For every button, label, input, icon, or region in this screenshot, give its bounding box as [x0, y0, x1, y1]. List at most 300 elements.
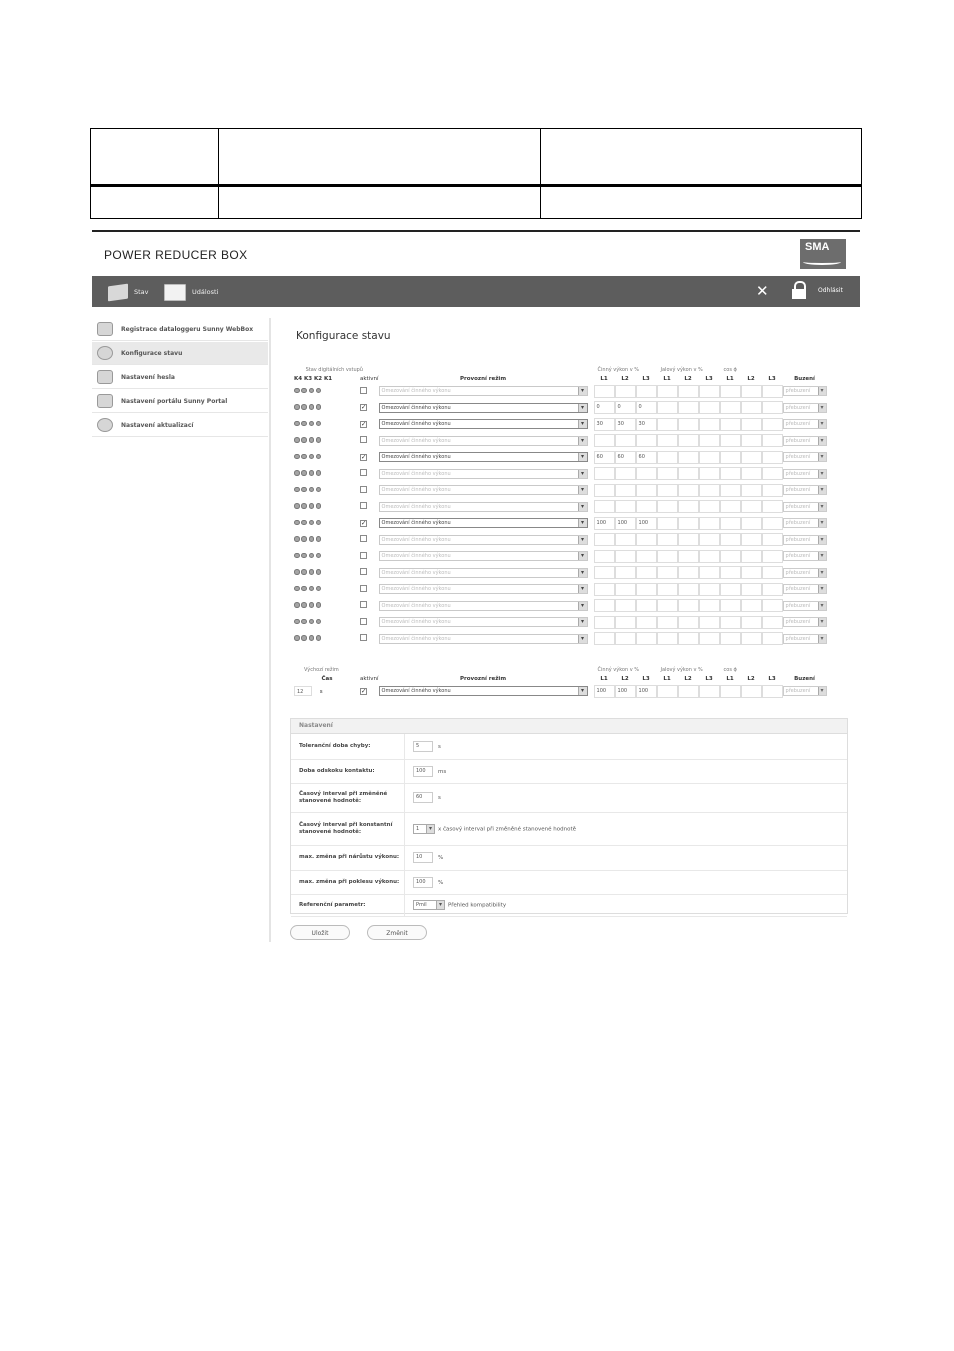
input-state-dots — [290, 449, 360, 466]
config-row — [290, 548, 827, 565]
active-power-l2[interactable]: 100 — [615, 517, 636, 530]
cos-phi-l3[interactable] — [762, 401, 783, 414]
excitation-select[interactable]: přebuzení ▾ — [783, 403, 827, 413]
mode-select[interactable]: Omezování činného výkonu ▾ — [379, 568, 588, 578]
config-row — [290, 383, 827, 400]
group-header: cos ϕ — [723, 667, 737, 673]
reactive-power-l3[interactable] — [699, 451, 720, 464]
input-state-icon — [316, 404, 322, 410]
mode-select[interactable]: Omezování činného výkonu ▾ — [379, 601, 588, 611]
row-active-checkbox[interactable] — [360, 469, 367, 476]
reactive-power-l1[interactable] — [657, 550, 678, 563]
reactive-power-l3[interactable] — [699, 599, 720, 612]
active-power-l2[interactable] — [615, 385, 636, 398]
fallback-active-l3[interactable]: 100 — [636, 685, 657, 698]
active-power-l3[interactable] — [636, 616, 657, 629]
sidebar-item-config[interactable] — [92, 342, 268, 365]
input-state-icon — [309, 454, 315, 460]
cos-phi-l1[interactable] — [720, 418, 741, 431]
input-state-icon — [294, 437, 300, 443]
cos-phi-l3[interactable] — [762, 550, 783, 563]
active-power-l3[interactable] — [636, 566, 657, 579]
mode-select[interactable]: Omezování činného výkonu ▾ — [379, 469, 588, 479]
mode-select[interactable]: Omezování činného výkonu ▾ — [379, 634, 588, 644]
mode-select[interactable]: Omezování činného výkonu ▾ — [379, 386, 588, 396]
reactive-power-l2[interactable] — [678, 533, 699, 546]
cos-phi-l2[interactable] — [741, 451, 762, 464]
reactive-power-l2[interactable] — [678, 616, 699, 629]
active-power-l1[interactable] — [594, 385, 615, 398]
mode-select[interactable]: Omezování činného výkonu ▾ — [379, 452, 588, 462]
cos-phi-l3[interactable] — [762, 434, 783, 447]
active-power-l2[interactable] — [615, 484, 636, 497]
input-state-icon — [309, 437, 315, 443]
col-header: Provozní režim — [459, 675, 507, 682]
active-power-l3[interactable]: 0 — [636, 401, 657, 414]
cos-phi-l2[interactable] — [741, 616, 762, 629]
reactive-power-l3[interactable] — [699, 401, 720, 414]
col-header: L2 — [684, 375, 692, 382]
input-state-icon — [301, 553, 307, 559]
active-power-l3[interactable] — [636, 583, 657, 596]
webbox-icon — [97, 322, 113, 336]
config-row — [290, 400, 827, 417]
cos-phi-l3[interactable] — [762, 484, 783, 497]
constant-interval-select[interactable]: 1 ▾ — [413, 824, 435, 834]
excitation-select[interactable]: přebuzení ▾ — [783, 535, 827, 545]
doc-header-cell — [541, 129, 862, 186]
setting-label: Časový interval při změněné stanovené hodnotě: — [291, 783, 405, 812]
setting-unit: % — [438, 855, 444, 861]
active-power-l1[interactable]: 0 — [594, 401, 615, 414]
input-state-icon — [301, 388, 307, 394]
cos-phi-l1[interactable] — [720, 583, 741, 596]
active-power-l3[interactable] — [636, 385, 657, 398]
row-active-checkbox[interactable] — [360, 585, 367, 592]
active-power-l1[interactable] — [594, 500, 615, 513]
active-power-l2[interactable] — [615, 632, 636, 645]
active-power-l2[interactable] — [615, 583, 636, 596]
fallback-reactive-l1[interactable] — [657, 685, 678, 698]
cos-phi-l2[interactable] — [741, 632, 762, 645]
change-button[interactable]: Změnit — [367, 925, 427, 940]
app-screenshot — [92, 230, 860, 942]
active-power-l3[interactable] — [636, 467, 657, 480]
reactive-power-l2[interactable] — [678, 500, 699, 513]
row-active-checkbox[interactable] — [360, 634, 367, 641]
settings-panel — [290, 718, 848, 914]
config-row — [290, 449, 827, 466]
reactive-power-l3[interactable] — [699, 484, 720, 497]
save-button[interactable]: Uložit — [290, 925, 350, 940]
reactive-power-l1[interactable] — [657, 434, 678, 447]
compatibility-link[interactable]: Přehled kompatibility — [448, 902, 507, 909]
sidebar-item-webbox[interactable] — [92, 318, 268, 341]
reactive-power-l2[interactable] — [678, 599, 699, 612]
nav-item-status[interactable] — [108, 282, 149, 302]
input-state-icon — [316, 619, 322, 625]
row-active-checkbox[interactable] — [360, 502, 367, 509]
cos-phi-l2[interactable] — [741, 566, 762, 579]
cos-phi-l1[interactable] — [720, 616, 741, 629]
cos-phi-l1[interactable] — [720, 632, 741, 645]
col-header: L3 — [705, 375, 713, 382]
input-state-icon — [301, 602, 307, 608]
settings-table — [291, 734, 847, 917]
input-state-icon — [294, 470, 300, 476]
mode-select[interactable]: Omezování činného výkonu ▾ — [379, 617, 588, 627]
active-power-l2[interactable] — [615, 550, 636, 563]
reactive-power-l2[interactable] — [678, 418, 699, 431]
excitation-select[interactable]: přebuzení ▾ — [783, 584, 827, 594]
debounce-input[interactable]: 100 — [413, 766, 433, 777]
active-power-l3[interactable] — [636, 533, 657, 546]
reactive-power-l3[interactable] — [699, 583, 720, 596]
active-power-l3[interactable] — [636, 434, 657, 447]
excitation-select[interactable]: přebuzení ▾ — [783, 419, 827, 429]
update-icon — [97, 418, 113, 432]
active-power-l2[interactable]: 30 — [615, 418, 636, 431]
cos-phi-l3[interactable] — [762, 599, 783, 612]
col-header: K3 — [304, 375, 313, 382]
reactive-power-l3[interactable] — [699, 632, 720, 645]
active-power-l1[interactable] — [594, 632, 615, 645]
cos-phi-l2[interactable] — [741, 385, 762, 398]
cos-phi-l3[interactable] — [762, 467, 783, 480]
sidebar-item-password[interactable] — [92, 366, 268, 389]
input-state-icon — [316, 437, 322, 443]
row-active-checkbox[interactable] — [360, 421, 367, 428]
config-row — [290, 433, 827, 450]
active-power-l3[interactable] — [636, 500, 657, 513]
excitation-select[interactable]: přebuzení ▾ — [783, 551, 827, 561]
reactive-power-l2[interactable] — [678, 517, 699, 530]
sidebar-item-updates[interactable] — [92, 414, 268, 437]
fallback-reactive-l2[interactable] — [678, 685, 699, 698]
max-increase-input[interactable]: 10 — [413, 852, 433, 863]
mode-select[interactable]: Omezování činného výkonu ▾ — [379, 551, 588, 561]
reactive-power-l2[interactable] — [678, 566, 699, 579]
config-icon — [97, 346, 113, 360]
top-navbar — [92, 276, 860, 307]
reactive-power-l1[interactable] — [657, 401, 678, 414]
fallback-active-checkbox[interactable] — [360, 688, 367, 695]
input-state-dots — [290, 433, 360, 450]
row-active-checkbox[interactable] — [360, 520, 367, 527]
row-active-checkbox[interactable] — [360, 618, 367, 625]
input-state-icon — [294, 388, 300, 394]
excitation-select[interactable]: přebuzení ▾ — [783, 452, 827, 462]
input-state-icon — [301, 421, 307, 427]
active-power-l2[interactable] — [615, 616, 636, 629]
row-active-checkbox[interactable] — [360, 552, 367, 559]
page-title: Konfigurace stavu — [296, 330, 391, 342]
cos-phi-l1[interactable] — [720, 401, 741, 414]
doc-header-cell — [91, 129, 219, 186]
fallback-reactive-l3[interactable] — [699, 685, 720, 698]
cos-phi-l3[interactable] — [762, 517, 783, 530]
cos-phi-l3[interactable] — [762, 418, 783, 431]
cos-phi-l3[interactable] — [762, 451, 783, 464]
active-power-l2[interactable] — [615, 599, 636, 612]
nav-label: Události — [192, 288, 219, 296]
cos-phi-l3[interactable] — [762, 583, 783, 596]
config-row — [290, 482, 827, 499]
reactive-power-l2[interactable] — [678, 467, 699, 480]
input-state-icon — [316, 470, 322, 476]
input-state-icon — [309, 470, 315, 476]
input-state-icon — [309, 602, 315, 608]
reactive-power-l3[interactable] — [699, 385, 720, 398]
active-power-l3[interactable]: 60 — [636, 451, 657, 464]
mode-select[interactable]: Omezování činného výkonu ▾ — [379, 485, 588, 495]
doc-body-cell — [91, 186, 219, 219]
row-active-checkbox[interactable] — [360, 568, 367, 575]
active-power-l2[interactable]: 60 — [615, 451, 636, 464]
sidebar-item-label: Registrace dataloggeru Sunny WebBox — [121, 325, 254, 333]
col-header: Buzení — [794, 375, 815, 382]
sidebar — [92, 318, 271, 942]
active-power-l2[interactable] — [615, 566, 636, 579]
reactive-power-l1[interactable] — [657, 517, 678, 530]
config-row — [290, 532, 827, 549]
mode-select[interactable]: Omezování činného výkonu ▾ — [379, 403, 588, 413]
calendar-icon — [164, 284, 186, 301]
reactive-power-l1[interactable] — [657, 533, 678, 546]
active-power-l3[interactable]: 100 — [636, 517, 657, 530]
reactive-power-l3[interactable] — [699, 418, 720, 431]
active-power-l1[interactable] — [594, 533, 615, 546]
max-decrease-input[interactable]: 100 — [413, 877, 433, 888]
excitation-select[interactable]: přebuzení ▾ — [783, 386, 827, 396]
cos-phi-l2[interactable] — [741, 434, 762, 447]
active-power-l1[interactable] — [594, 599, 615, 612]
col-header: L2 — [747, 375, 755, 382]
input-state-icon — [316, 586, 322, 592]
excitation-select[interactable]: přebuzení ▾ — [783, 485, 827, 495]
reactive-power-l1[interactable] — [657, 467, 678, 480]
reactive-power-l2[interactable] — [678, 434, 699, 447]
active-power-l1[interactable]: 100 — [594, 517, 615, 530]
cos-phi-l2[interactable] — [741, 533, 762, 546]
cos-phi-l1[interactable] — [720, 451, 741, 464]
divider — [92, 230, 860, 232]
input-state-icon — [301, 470, 307, 476]
sidebar-item-portal[interactable] — [92, 390, 268, 413]
reactive-power-l1[interactable] — [657, 500, 678, 513]
cos-phi-l1[interactable] — [720, 385, 741, 398]
input-state-icon — [301, 454, 307, 460]
reactive-power-l3[interactable] — [699, 517, 720, 530]
sma-logo-icon — [800, 239, 846, 269]
reactive-power-l1[interactable] — [657, 616, 678, 629]
active-power-l2[interactable] — [615, 434, 636, 447]
cos-phi-l2[interactable] — [741, 418, 762, 431]
cos-phi-l1[interactable] — [720, 599, 741, 612]
cos-phi-l2[interactable] — [741, 517, 762, 530]
active-power-l2[interactable]: 0 — [615, 401, 636, 414]
active-power-l1[interactable] — [594, 467, 615, 480]
group-header: Jalový výkon v % — [660, 667, 703, 673]
reactive-power-l2[interactable] — [678, 484, 699, 497]
excitation-select[interactable]: přebuzení ▾ — [783, 634, 827, 644]
setting-label: Toleranční doba chyby: — [291, 734, 405, 759]
cos-phi-l1[interactable] — [720, 484, 741, 497]
cos-phi-l3[interactable] — [762, 533, 783, 546]
reactive-power-l2[interactable] — [678, 385, 699, 398]
active-power-l1[interactable] — [594, 566, 615, 579]
excitation-select[interactable]: přebuzení ▾ — [783, 469, 827, 479]
cos-phi-l1[interactable] — [720, 500, 741, 513]
reactive-power-l2[interactable] — [678, 632, 699, 645]
cos-phi-l1[interactable] — [720, 467, 741, 480]
active-power-l2[interactable] — [615, 533, 636, 546]
mode-select[interactable]: Omezování činného výkonu ▾ — [379, 419, 588, 429]
fallback-active-l1[interactable]: 100 — [594, 685, 615, 698]
col-header: L3 — [642, 375, 650, 382]
reactive-power-l2[interactable] — [678, 583, 699, 596]
active-power-l3[interactable] — [636, 550, 657, 563]
reactive-power-l2[interactable] — [678, 550, 699, 563]
input-state-icon — [309, 404, 315, 410]
reactive-power-l2[interactable] — [678, 401, 699, 414]
row-active-checkbox[interactable] — [360, 436, 367, 443]
input-state-icon — [309, 520, 315, 526]
cos-phi-l2[interactable] — [741, 550, 762, 563]
mode-select[interactable]: Omezování činného výkonu ▾ — [379, 436, 588, 446]
fallback-cos-l2[interactable] — [741, 685, 762, 698]
reactive-power-l1[interactable] — [657, 484, 678, 497]
reactive-power-l1[interactable] — [657, 566, 678, 579]
col-header: Buzení — [794, 675, 815, 682]
cos-phi-l1[interactable] — [720, 550, 741, 563]
input-state-dots — [290, 515, 360, 532]
cos-phi-l2[interactable] — [741, 467, 762, 480]
row-active-checkbox[interactable] — [360, 454, 367, 461]
cos-phi-l3[interactable] — [762, 632, 783, 645]
config-row — [290, 466, 827, 483]
reactive-power-l3[interactable] — [699, 550, 720, 563]
input-state-icon — [301, 635, 307, 641]
mode-select[interactable]: Omezování činného výkonu ▾ — [379, 518, 588, 528]
fallback-mode-select[interactable]: Omezování činného výkonu ▾ — [379, 686, 588, 696]
active-power-l3[interactable]: 30 — [636, 418, 657, 431]
reactive-power-l1[interactable] — [657, 583, 678, 596]
tools-icon[interactable]: ✕ — [756, 282, 769, 300]
col-header: aktivní — [360, 375, 379, 382]
cos-phi-l1[interactable] — [720, 533, 741, 546]
cos-phi-l3[interactable] — [762, 385, 783, 398]
input-state-icon — [309, 503, 315, 509]
fallback-cos-l1[interactable] — [720, 685, 741, 698]
excitation-select[interactable]: přebuzení ▾ — [783, 568, 827, 578]
reactive-power-l3[interactable] — [699, 616, 720, 629]
col-header: L1 — [663, 675, 671, 682]
excitation-select[interactable]: přebuzení ▾ — [783, 518, 827, 528]
reactive-power-l2[interactable] — [678, 451, 699, 464]
active-power-l3[interactable] — [636, 484, 657, 497]
cos-phi-l2[interactable] — [741, 583, 762, 596]
excitation-select[interactable]: přebuzení ▾ — [783, 601, 827, 611]
excitation-select[interactable]: přebuzení ▾ — [783, 617, 827, 627]
cos-phi-l2[interactable] — [741, 401, 762, 414]
cos-phi-l3[interactable] — [762, 616, 783, 629]
row-active-checkbox[interactable] — [360, 601, 367, 608]
input-state-dots — [290, 532, 360, 549]
active-power-l3[interactable] — [636, 599, 657, 612]
excitation-select[interactable]: přebuzení ▾ — [783, 436, 827, 446]
reactive-power-l1[interactable] — [657, 385, 678, 398]
row-active-checkbox[interactable] — [360, 535, 367, 542]
input-state-icon — [316, 536, 322, 542]
nav-label: Stav — [134, 288, 149, 296]
active-power-l1[interactable] — [594, 434, 615, 447]
reactive-power-l3[interactable] — [699, 467, 720, 480]
cos-phi-l1[interactable] — [720, 566, 741, 579]
active-power-l2[interactable] — [615, 500, 636, 513]
active-power-l1[interactable] — [594, 550, 615, 563]
fallback-excitation-select[interactable]: přebuzení ▾ — [783, 686, 827, 696]
col-header: L3 — [768, 675, 776, 682]
active-power-l1[interactable]: 60 — [594, 451, 615, 464]
row-active-checkbox[interactable] — [360, 387, 367, 394]
active-power-l1[interactable] — [594, 616, 615, 629]
cos-phi-l2[interactable] — [741, 599, 762, 612]
reactive-power-l1[interactable] — [657, 418, 678, 431]
cos-phi-l3[interactable] — [762, 566, 783, 579]
excitation-select[interactable]: přebuzení ▾ — [783, 502, 827, 512]
reactive-power-l3[interactable] — [699, 566, 720, 579]
lock-icon[interactable] — [792, 281, 806, 299]
row-active-checkbox[interactable] — [360, 404, 367, 411]
reactive-power-l3[interactable] — [699, 500, 720, 513]
reactive-power-l1[interactable] — [657, 451, 678, 464]
active-power-l1[interactable] — [594, 484, 615, 497]
changed-interval-input[interactable]: 60 — [413, 792, 433, 803]
reactive-power-l1[interactable] — [657, 632, 678, 645]
cos-phi-l1[interactable] — [720, 434, 741, 447]
active-power-l1[interactable] — [594, 583, 615, 596]
input-state-icon — [309, 388, 315, 394]
reactive-power-l3[interactable] — [699, 533, 720, 546]
group-header: Činný výkon v % — [597, 667, 640, 673]
input-state-icon — [309, 586, 315, 592]
input-state-icon — [316, 602, 322, 608]
mode-select[interactable]: Omezování činného výkonu ▾ — [379, 584, 588, 594]
fallback-active-l2[interactable]: 100 — [615, 685, 636, 698]
reactive-power-l3[interactable] — [699, 434, 720, 447]
cos-phi-l3[interactable] — [762, 500, 783, 513]
input-state-icon — [294, 503, 300, 509]
reactive-power-l1[interactable] — [657, 599, 678, 612]
fallback-cos-l3[interactable] — [762, 685, 783, 698]
row-active-checkbox[interactable] — [360, 486, 367, 493]
active-power-l1[interactable]: 30 — [594, 418, 615, 431]
reference-parameter-select[interactable]: Pmil ▾ — [413, 900, 445, 910]
cos-phi-l2[interactable] — [741, 500, 762, 513]
nav-item-events[interactable] — [164, 282, 218, 302]
mode-select[interactable]: Omezování činného výkonu ▾ — [379, 535, 588, 545]
error-tolerance-input[interactable]: 5 — [413, 741, 433, 752]
cos-phi-l2[interactable] — [741, 484, 762, 497]
active-power-l2[interactable] — [615, 467, 636, 480]
logout-link[interactable]: Odhlásit — [818, 287, 843, 294]
active-power-l3[interactable] — [636, 632, 657, 645]
cos-phi-l1[interactable] — [720, 517, 741, 530]
mode-select[interactable]: Omezování činného výkonu ▾ — [379, 502, 588, 512]
document-table — [90, 128, 862, 219]
fallback-time-input[interactable]: 12 — [294, 686, 312, 696]
